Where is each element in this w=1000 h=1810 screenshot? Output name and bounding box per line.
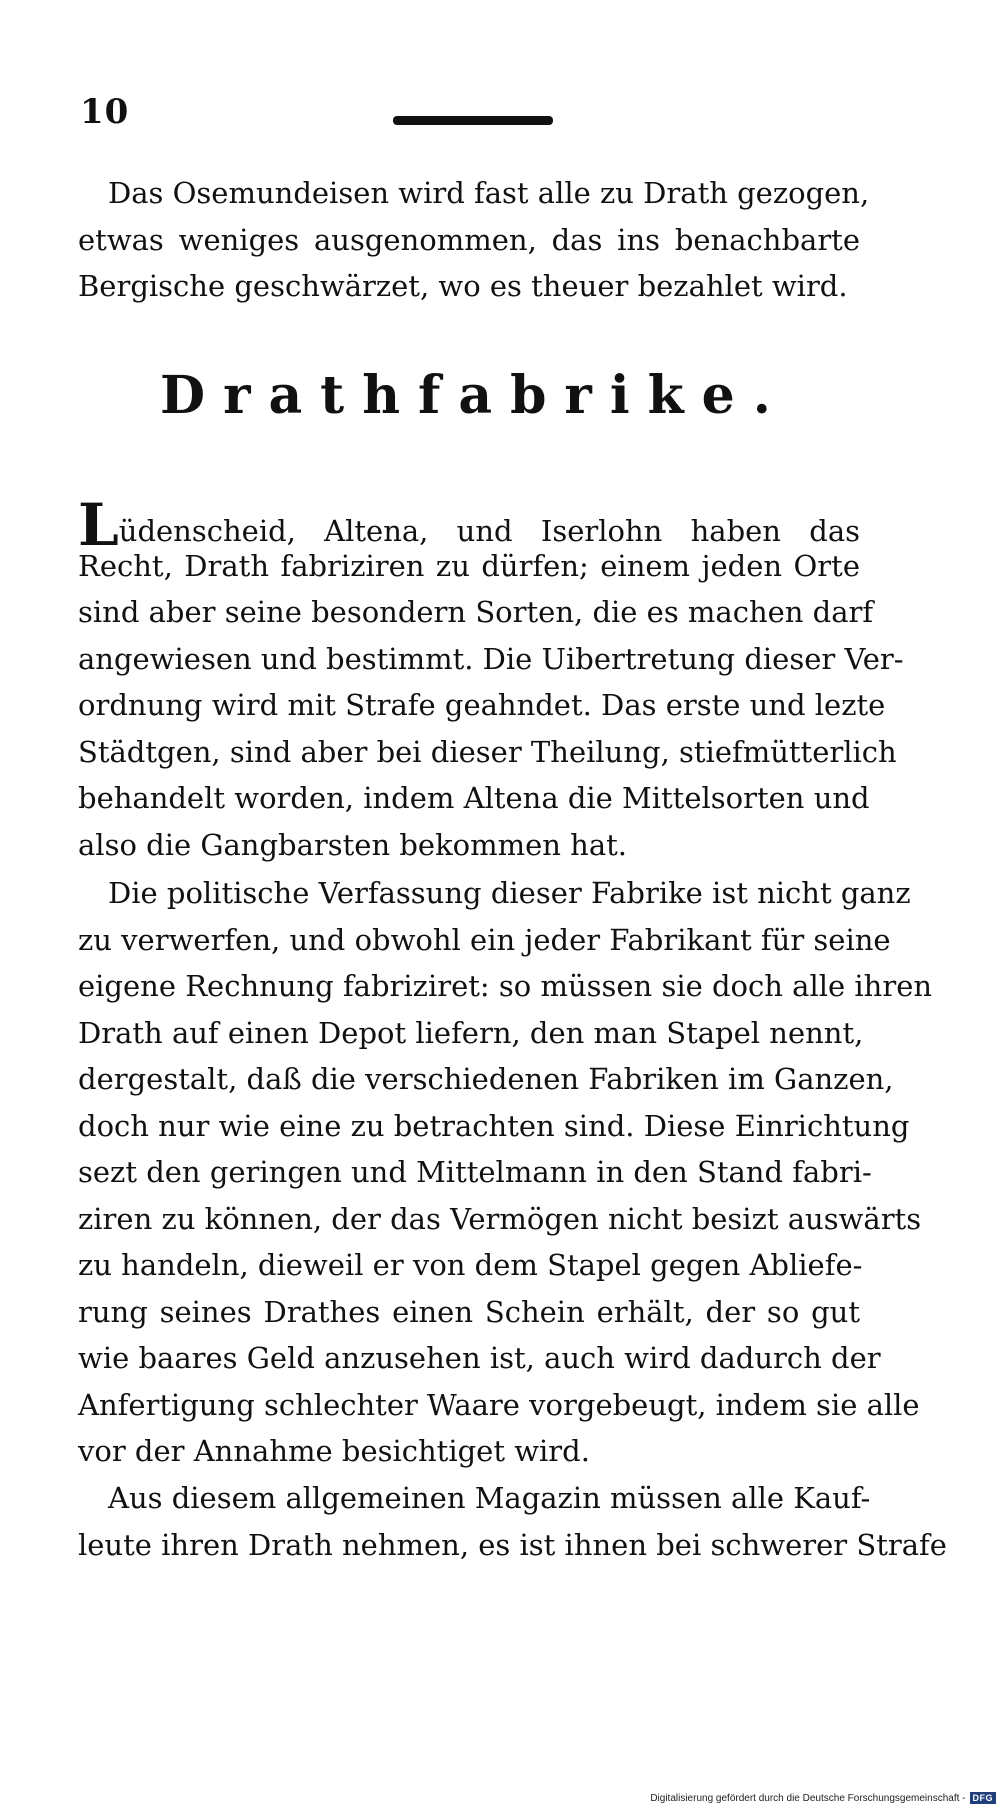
text-line: Aus diesem allgemeinen Magazin müssen alle Kauf- — [108, 1481, 871, 1515]
text-line: zu verwerfen, und obwohl ein jeder Fabrikant für seine — [78, 922, 891, 957]
text-line: dergestalt, daß die verschiedenen Fabriken im Ganzen, — [78, 1062, 894, 1096]
paragraph-2 — [78, 491, 904, 868]
text-line: Die politische Verfassung dieser Fabrike ist nicht ganz — [108, 876, 911, 910]
text-line: Bergische geschwärzet, wo es theuer bezahlet wird. — [78, 269, 848, 303]
text-line: behandelt worden, indem Altena die Mittelsorten und — [78, 781, 870, 815]
text-line: doch nur wie eine zu betrachten sind. Diese Einrichtung — [78, 1108, 910, 1143]
text-line: sezt den geringen und Mittelmann in den Stand fabri- — [78, 1155, 872, 1189]
text-line — [78, 491, 860, 559]
text-line: Das Osemundeisen wird fast alle zu Drath gezogen, — [108, 176, 870, 210]
text-line: Anfertigung schlechter Waare vorgebeugt, indem sie alle — [78, 1387, 920, 1422]
text-line: vor der Annahme besichtiget wird. — [78, 1434, 590, 1468]
text-line: angewiesen und bestimmt. Die Uibertretung dieser Ver- — [78, 641, 904, 676]
paragraph-4 — [78, 1475, 947, 1568]
text-line: etwas weniges ausgenommen, das ins benachbarte — [78, 222, 860, 257]
dfg-logo-icon: DFG — [970, 1792, 997, 1804]
text-line-rest: üdenscheid, Altena, und Iserlohn haben das — [118, 514, 860, 548]
credit-text: Digitalisierung gefördert durch die Deutsche Forschungsgemeinschaft - — [650, 1792, 966, 1804]
text-line: ziren zu können, der das Vermögen nicht besizt auswärts — [78, 1201, 922, 1236]
digitization-credit — [650, 1790, 996, 1806]
text-line: also die Gangbarsten bekommen hat. — [78, 827, 628, 862]
text-line: rung seines Drathes einen Schein erhält, der so gut — [78, 1294, 860, 1329]
section-heading: Drathfabrike. — [160, 365, 789, 426]
header-rule — [393, 116, 553, 125]
text-line: sind aber seine besondern Sorten, die es machen darf — [78, 595, 874, 629]
drop-initial: L — [78, 491, 119, 559]
paragraph-1 — [78, 170, 870, 310]
text-line: leute ihren Drath nehmen, es ist ihnen bei schwerer Strafe — [78, 1527, 947, 1562]
text-line: Recht, Drath fabriziren zu dürfen; einem jeden Orte — [78, 548, 860, 583]
text-line: ordnung wird mit Strafe geahndet. Das erste und lezte — [78, 688, 886, 722]
text-line: Drath auf einen Depot liefern, den man Stapel nennt, — [78, 1015, 864, 1050]
text-line: zu handeln, dieweil er von dem Stapel gegen Abliefe- — [78, 1248, 863, 1282]
text-line: eigene Rechnung fabriziret: so müssen sie doch alle ihren — [78, 969, 933, 1003]
paragraph-3 — [78, 870, 933, 1475]
text-line: Städtgen, sind aber bei dieser Theilung, stiefmütterlich — [78, 734, 897, 769]
page-number: 10 — [80, 92, 130, 132]
text-line: wie baares Geld anzusehen ist, auch wird dadurch der — [78, 1341, 881, 1375]
